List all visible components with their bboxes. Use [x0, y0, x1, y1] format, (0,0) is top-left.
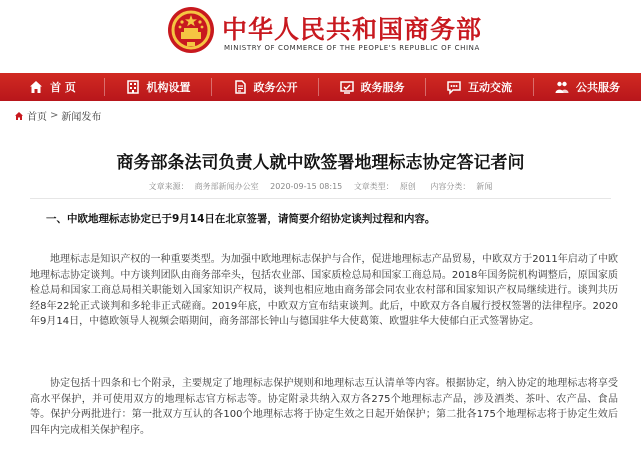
meta-category-label: 内容分类： [430, 182, 471, 191]
nav-item-interaction[interactable] [425, 73, 533, 101]
meta-source-value: 商务部新闻办公室 [194, 182, 259, 191]
nav-item-government-affairs[interactable] [211, 73, 318, 101]
document-icon [232, 79, 248, 95]
nav-item-public-services[interactable] [533, 73, 641, 101]
nav-item-organization[interactable] [104, 73, 211, 101]
meta-category-value: 新闻 [476, 182, 493, 191]
building-icon [125, 79, 141, 95]
site-title[interactable]: 中华人民共和国商务部 [222, 15, 483, 44]
chat-icon [446, 79, 462, 95]
home-icon [28, 79, 44, 95]
nav-item-label: 首 页 [50, 81, 76, 94]
breadcrumb-home-link[interactable]: 首页 [27, 112, 47, 123]
main-nav [0, 73, 641, 101]
meta-source [146, 182, 262, 191]
home-icon [14, 111, 24, 121]
article-paragraph: 地理标志是知识产权的一种重要类型。为加强中欧地理标志保护与合作，促进地理标志产品贸易，中欧双方于2011年启动了中欧地理标志协定谈判。中方谈判团队由商务部牵头，包括农业部、国家质检总局和国家工商总局。2018年国务院机构调整后，原国家质检总局和国家工商总局相关职能划入国家知识产权局，谈判也相应地由商务部会同农业农村部和国家知识产权局继续进行。谈判共历经8年22轮正式谈判和多轮非正式磋商。2019年底，中欧双方宣布结束谈判。此后，中欧双方各自履行授权签署的法律程序。2020年9月14日，中德欧领导人视频会晤期间，商务部部长钟山与德国驻华大使葛策、欧盟驻华大使郁白正式签署协定。 [30, 254, 618, 327]
meta-type-value: 原创 [399, 182, 416, 191]
article-paragraph: 协定包括十四条和七个附录，主要规定了地理标志保护规则和地理标志互认清单等内容。根据协定，纳入协定的地理标志将享受高水平保护，并可使用双方的地理标志官方标志等。协定附录共纳入双方各275个地理标志产品，涉及酒类、茶叶、农产品、食品等。保护分两批进行：第一批双方互认的各100个地理标志将于协定生效之日起开始保护；第二批各175个地理标志将于协定生效后四年内完成相关保护程序。 [30, 378, 618, 436]
nav-item-label: 机构设置 [146, 81, 191, 94]
nav-item-home[interactable] [0, 73, 104, 101]
meta-category [427, 182, 495, 191]
breadcrumb-separator: > [50, 110, 59, 121]
article-title: 商务部条法司负责人就中欧签署地理标志协定答记者问 [116, 153, 525, 173]
nav-item-label: 公共服务 [576, 81, 620, 94]
meta-date: 2020-09-15 08:15 [270, 182, 343, 191]
title-divider [30, 198, 611, 199]
meta-type-label: 文章类型： [353, 182, 394, 191]
meta-source-label: 文章来源： [148, 182, 189, 191]
article-meta [0, 181, 641, 192]
nav-item-label: 政务公开 [253, 81, 298, 94]
nav-item-services[interactable] [318, 73, 425, 101]
national-emblem-icon[interactable] [167, 6, 215, 54]
breadcrumb-current-link[interactable]: 新闻发布 [61, 112, 102, 123]
article-question: 一、中欧地理标志协定已于9月14日在北京签署，请简要介绍协定谈判过程和内容。 [46, 213, 436, 225]
site-subtitle: MINISTRY OF COMMERCE OF THE PEOPLE'S REPUBLIC OF CHINA [224, 44, 480, 52]
nav-item-label: 政务服务 [360, 81, 405, 94]
breadcrumb [14, 108, 101, 123]
public-icon [554, 79, 570, 95]
site-header [0, 0, 641, 72]
service-icon [339, 79, 355, 95]
nav-item-label: 互动交流 [468, 81, 512, 94]
meta-type [351, 182, 419, 191]
